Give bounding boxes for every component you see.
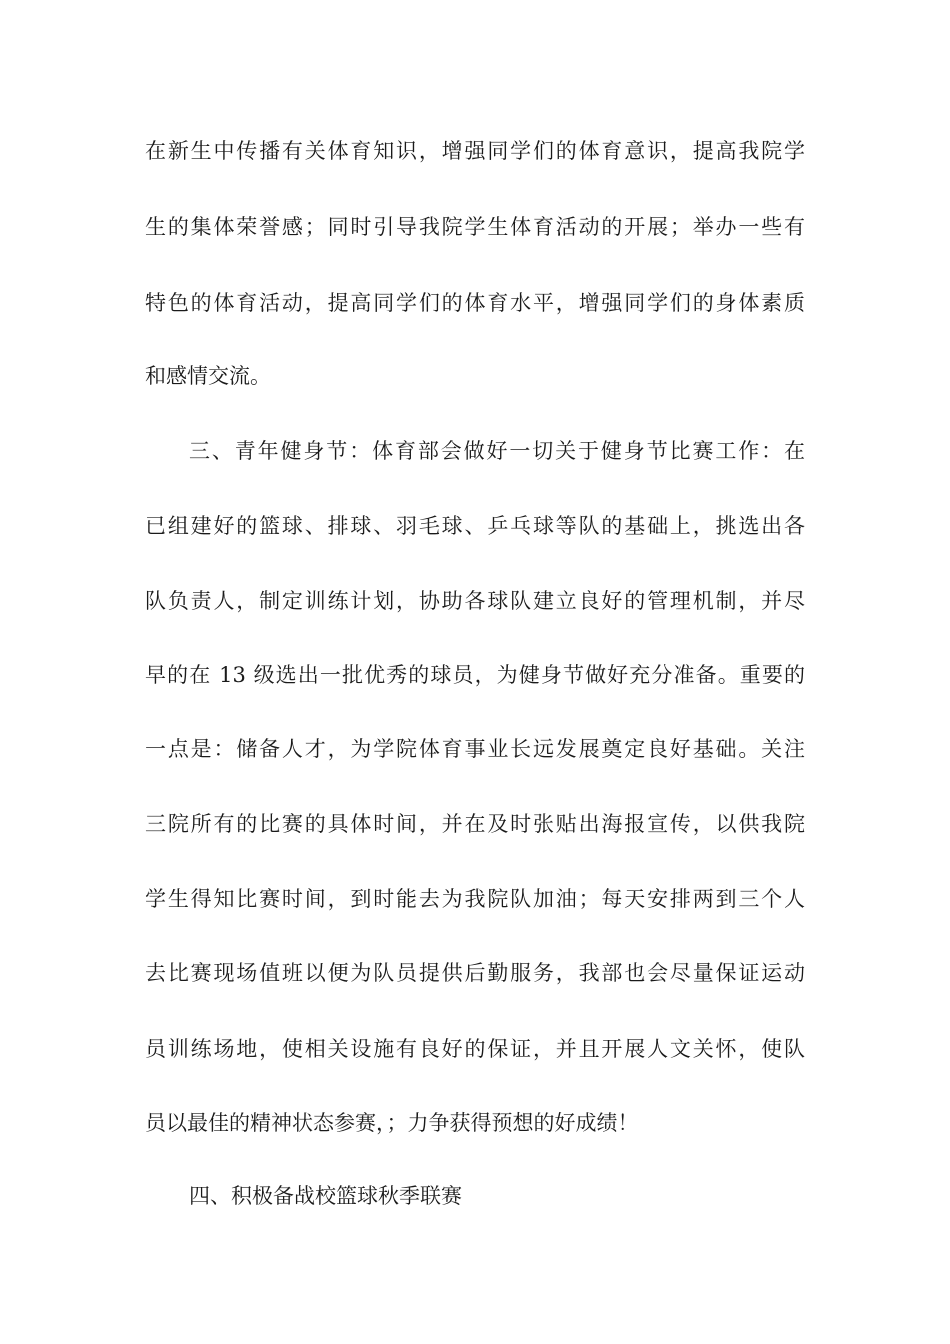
paragraph-1-line-2: 生的集体荣誉感；同时引导我院学生体育活动的开展；举办一些有 [145,215,805,239]
paragraph-2-line-10: 员以最佳的精神状态参赛，；力争获得预想的好成绩！ [145,1111,639,1135]
paragraph-1-line-4: 和感情交流。 [145,364,271,388]
paragraph-2-line-6: 三院所有的比赛的具体时间，并在及时张贴出海报宣传，以供我院 [145,812,805,836]
paragraph-2-line-5: 一点是：储备人才，为学院体育事业长远发展奠定良好基础。关注 [145,737,805,761]
paragraph-2-line-2: 已组建好的篮球、排球、羽毛球、乒乓球等队的基础上，挑选出各 [145,514,805,538]
paragraph-1-line-1: 在新生中传播有关体育知识，增强同学们的体育意识，提高我院学 [145,139,805,163]
paragraph-2-line-9: 员训练场地，使相关设施有良好的保证，并且开展人文关怀，使队 [145,1037,805,1061]
paragraph-1-line-3: 特色的体育活动，提高同学们的体育水平，增强同学们的身体素质 [145,291,805,315]
paragraph-2-line-7: 学生得知比赛时间，到时能去为我院队加油；每天安排两到三个人 [145,887,805,911]
paragraph-2-line-4: 早的在 13 级选出一批优秀的球员，为健身节做好充分准备。重要的 [145,663,805,687]
section-heading-4: 四、积极备战校篮球秋季联赛 [189,1184,462,1208]
paragraph-2-line-3: 队负责人，制定训练计划，协助各球队建立良好的管理机制，并尽 [145,589,805,613]
paragraph-2-line-8: 去比赛现场值班以便为队员提供后勤服务，我部也会尽量保证运动 [145,961,805,985]
paragraph-2-line-1: 三、青年健身节：体育部会做好一切关于健身节比赛工作：在 [189,439,805,463]
